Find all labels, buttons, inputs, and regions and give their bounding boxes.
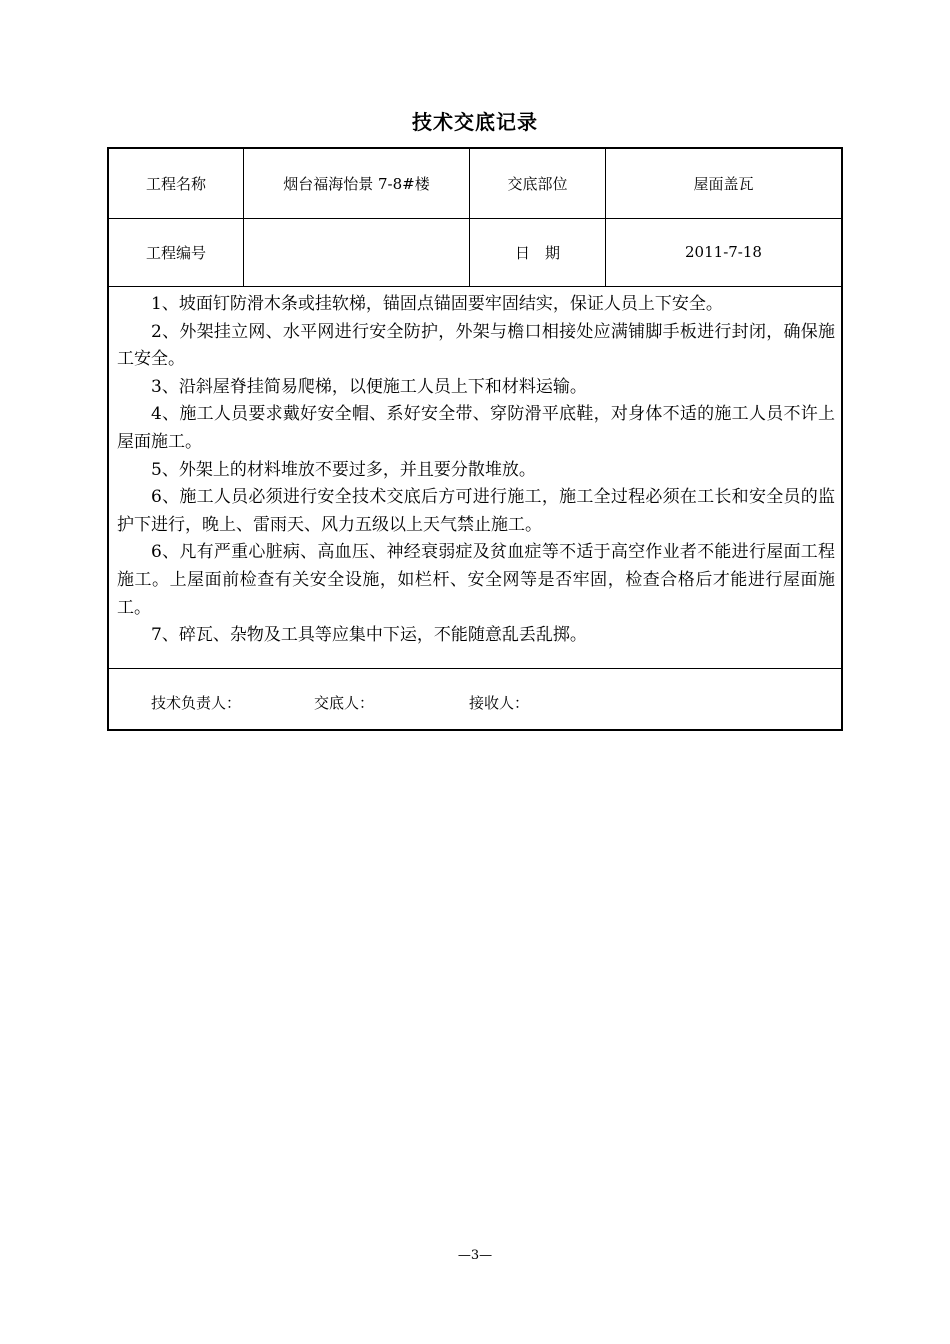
disclosure-item: 4、施工人员要求戴好安全帽、系好安全带、穿防滑平底鞋，对身体不适的施工人员不许上屋面施工。 <box>117 404 835 452</box>
receiver-signature-label: 接收人： <box>469 694 530 712</box>
disclosure-item: 7、碎瓦、杂物及工具等应集中下运，不能随意乱丢乱掷。 <box>151 625 587 646</box>
date-label: 日 期 <box>470 218 606 286</box>
location-value: 屋面盖瓦 <box>693 175 754 193</box>
project-no-value <box>244 218 470 286</box>
page-number: —3— <box>457 1248 493 1263</box>
disclosure-content <box>109 286 841 669</box>
project-no-label: 工程编号 <box>109 218 244 286</box>
disclosure-item: 2、外架挂立网、水平网进行安全防护，外架与檐口相接处应满铺脚手板进行封闭，确保施工安全。 <box>117 321 835 370</box>
tech-lead-signature-label: 技术负责人： <box>151 694 242 712</box>
location-label: 交底部位 <box>470 149 606 218</box>
disclosure-item: 6、施工人员必须进行安全技术交底后方可进行施工，施工全过程必须在工长和安全员的监护下进行，晚上、雷雨天、风力五级以上天气禁止施工。 <box>117 487 835 535</box>
disclosure-item: 3、沿斜屋脊挂简易爬梯，以便施工人员上下和材料运输。 <box>151 376 587 397</box>
disclosure-item: 1、坡面钉防滑木条或挂软梯，锚固点锚固要牢固结实，保证人员上下安全。 <box>151 294 723 314</box>
signature-row <box>109 669 841 729</box>
disclosure-item: 5、外架上的材料堆放不要过多，并且要分散堆放。 <box>151 459 536 480</box>
page-title: 技术交底记录 <box>412 110 538 134</box>
table-row <box>109 218 841 287</box>
project-name-value: 烟台福海怡景 7-8#楼 <box>244 149 470 218</box>
disclosure-item: 6、凡有严重心脏病、高血压、神经衰弱症及贫血症等不适于高空作业者不能进行屋面工程施工。上屋面前检查有关安全设施，如栏杆、安全网等是否牢固，检查合格后才能进行屋面施工。 <box>117 542 835 618</box>
table-row <box>109 149 841 219</box>
discloser-signature-label: 交底人： <box>314 694 375 712</box>
disclosure-record-table <box>107 147 843 731</box>
date-value: 2011-7-18 <box>685 243 762 261</box>
project-name-label: 工程名称 <box>109 149 244 218</box>
